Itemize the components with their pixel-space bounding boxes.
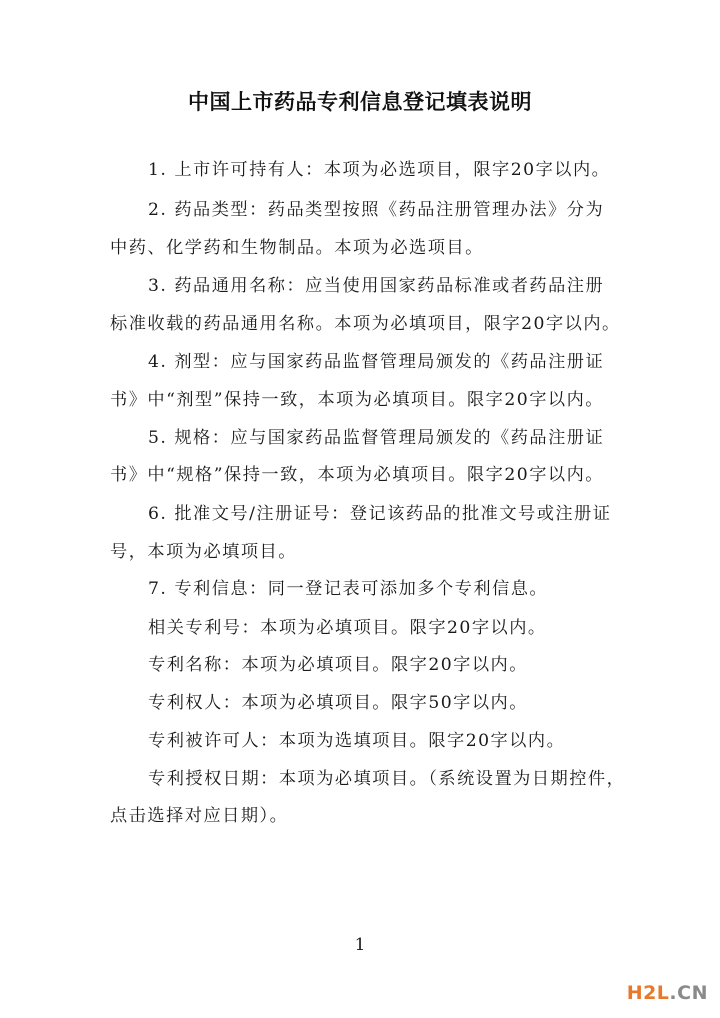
text-line-13: 相关专利号：本项为必填项目。限字20字以内。 [148, 618, 547, 638]
text-line-17: 专利授权日期：本项为必填项目。（系统设置为日期控件， [148, 769, 626, 789]
text-line-12: 7. 专利信息：同一登记表可添加多个专利信息。 [148, 579, 549, 599]
document-title: 中国上市药品专利信息登记填表说明 [188, 90, 532, 114]
text-line-15: 专利权人：本项为必填项目。限字50字以内。 [148, 693, 528, 713]
text-line-3: 中药、化学药和生物制品。本项为必选项目。 [110, 238, 484, 258]
text-line-16: 专利被许可人：本项为选填项目。限字20字以内。 [148, 731, 566, 751]
text-line-6: 4. 剂型：应与国家药品监督管理局颁发的《药品注册证 [148, 352, 605, 372]
watermark-logo [627, 982, 708, 1004]
page-number: 1 [354, 935, 366, 955]
text-line-8: 5. 规格：应与国家药品监督管理局颁发的《药品注册证 [148, 428, 605, 448]
text-line-9: 书》中“规格”保持一致，本项为必填项目。限字20字以内。 [110, 465, 604, 485]
watermark-part-2: .CN [669, 982, 708, 1004]
text-line-5: 标准收载的药品通用名称。本项为必填项目，限字20字以内。 [110, 314, 621, 334]
watermark-part-1: H2L [626, 982, 670, 1004]
text-line-1: 1. 上市许可持有人：本项为必选项目，限字20字以内。 [148, 160, 611, 180]
text-line-14: 专利名称：本项为必填项目。限字20字以内。 [148, 655, 528, 675]
text-line-18: 点击选择对应日期）。 [110, 806, 289, 826]
text-line-2: 2. 药品类型：药品类型按照《药品注册管理办法》分为 [148, 200, 605, 220]
text-line-4: 3. 药品通用名称：应当使用国家药品标准或者药品注册 [148, 276, 605, 296]
text-line-11: 号，本项为必填项目。 [110, 542, 297, 562]
text-line-10: 6. 批准文号/注册证号：登记该药品的批准文号或注册证 [148, 504, 612, 524]
text-line-7: 书》中“剂型”保持一致，本项为必填项目。限字20字以内。 [110, 390, 604, 410]
